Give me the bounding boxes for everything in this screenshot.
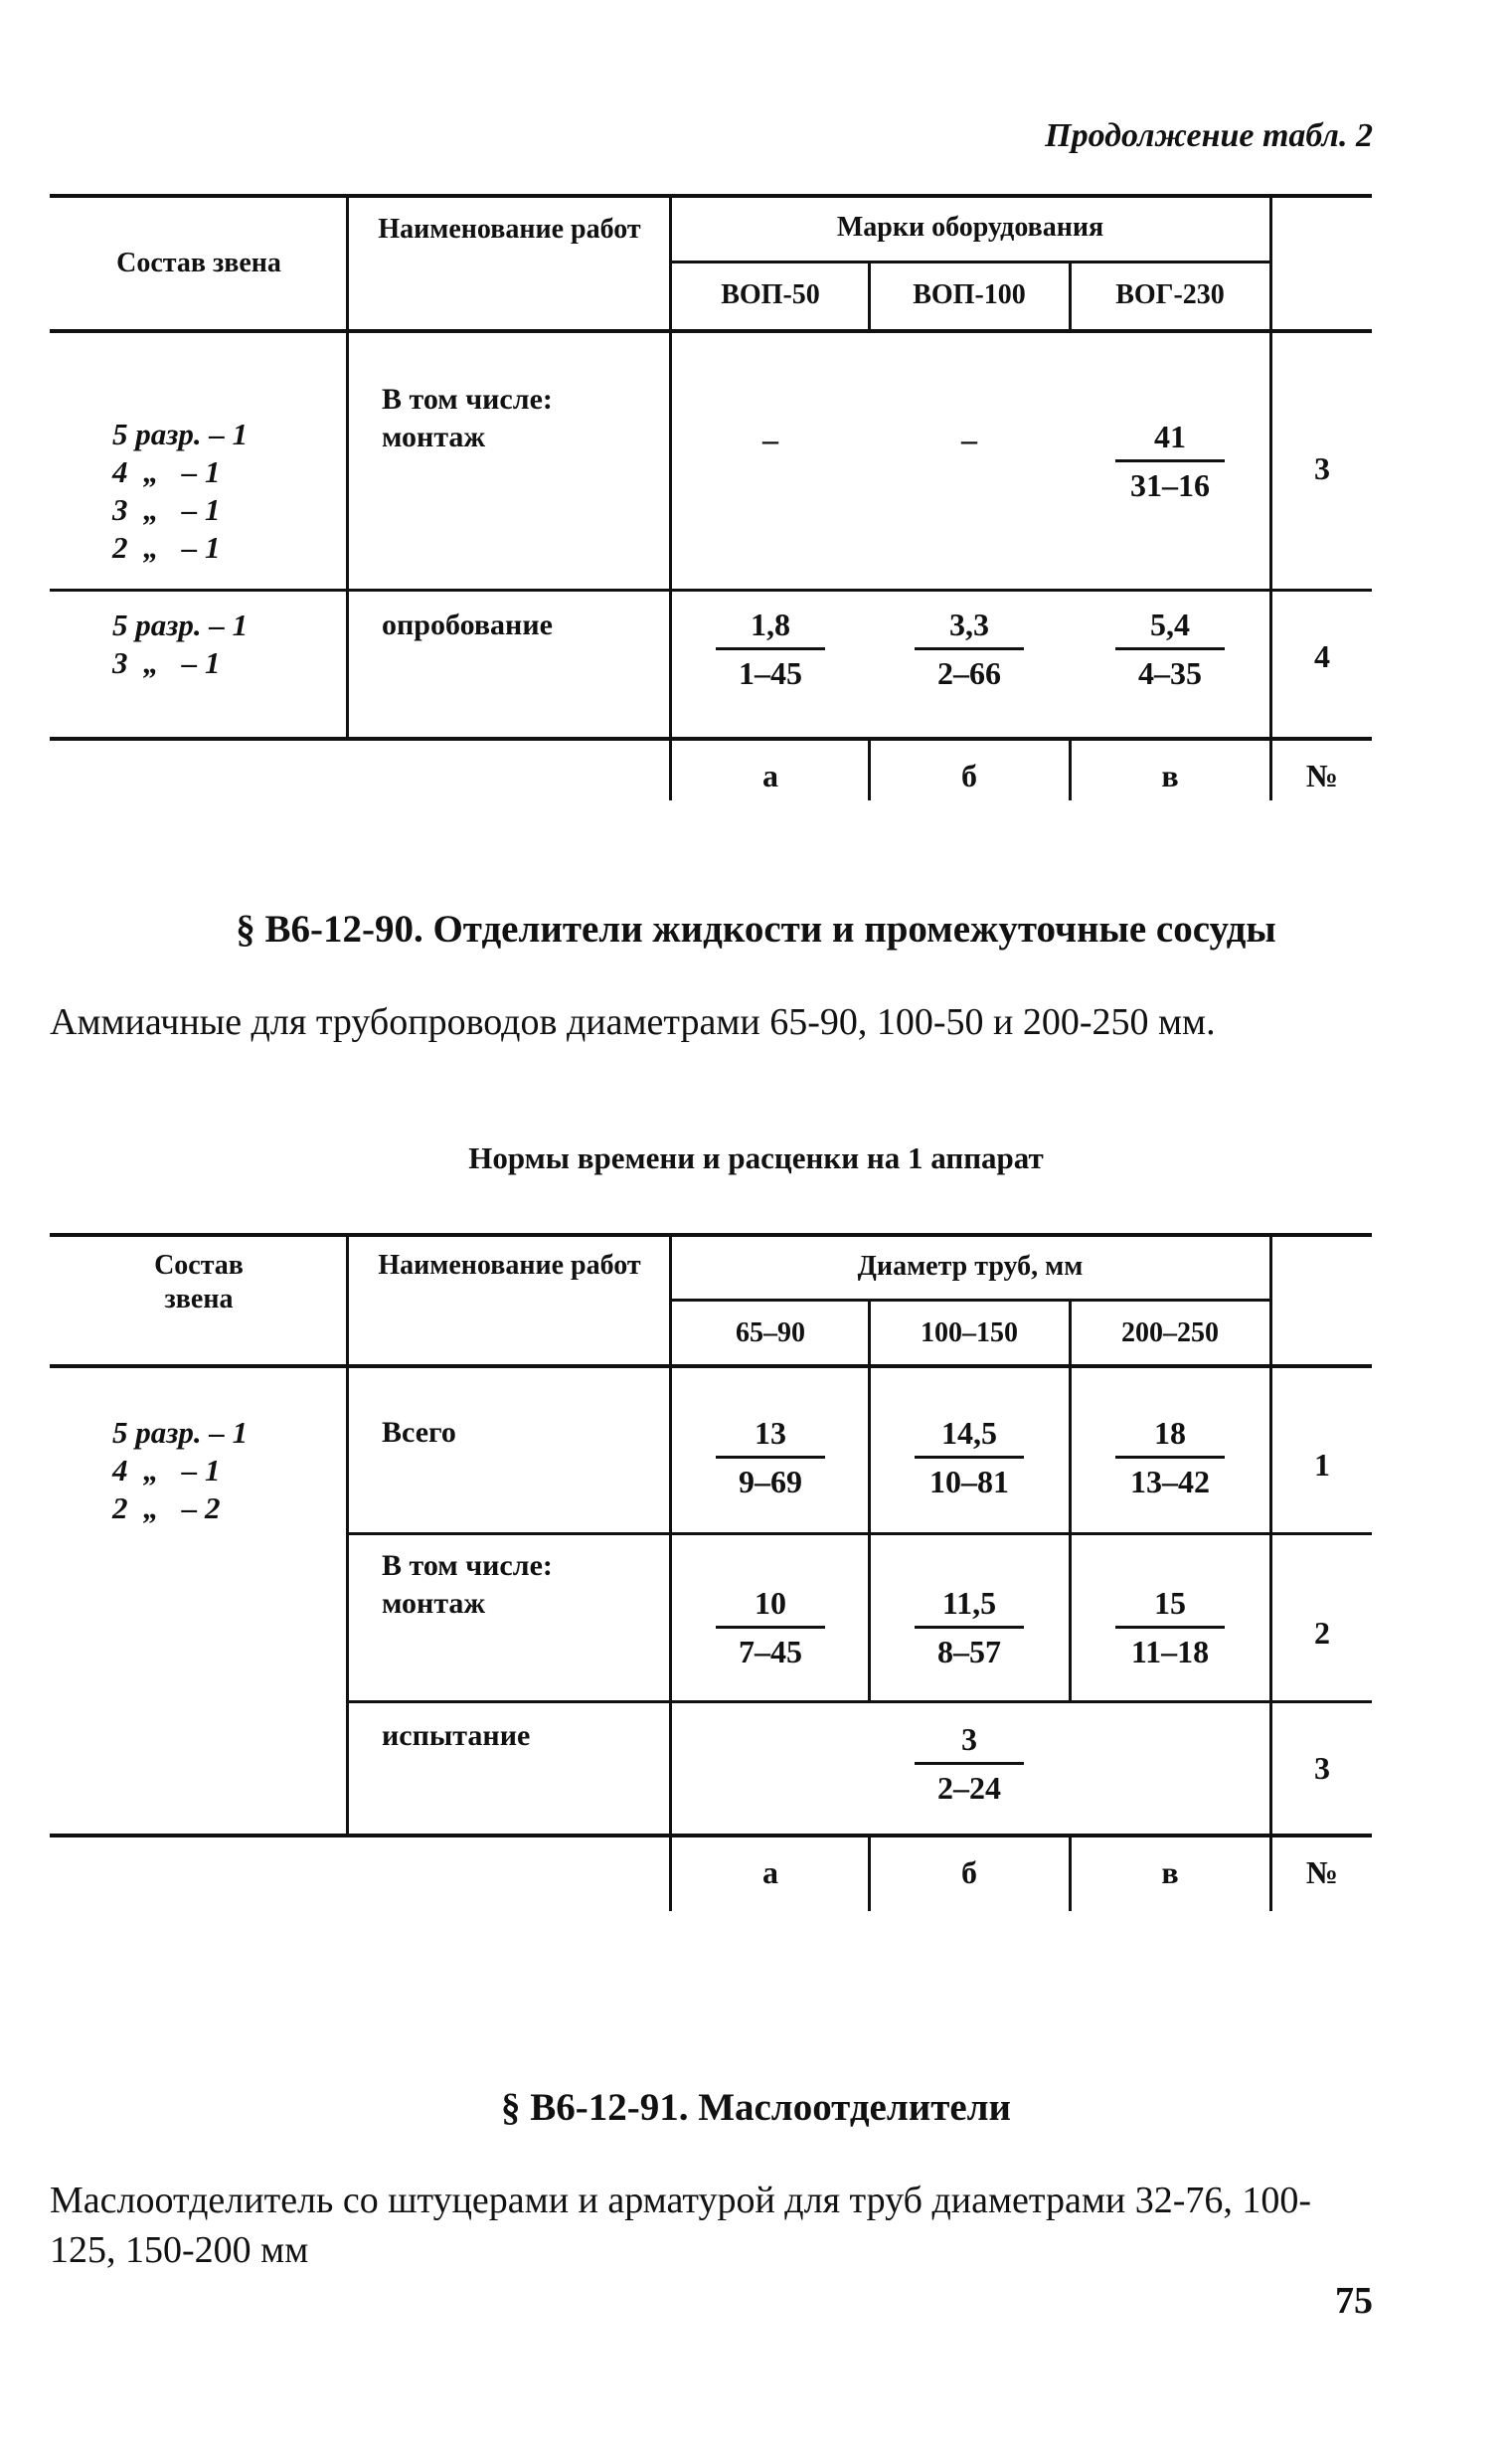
section1-description: Аммиачные для трубопроводов диаметрами 65-90, 100-50 и 200-250 мм.: [50, 1001, 1216, 1043]
table2-footer-a: а: [762, 1854, 778, 1890]
table1-footer-num: №: [1305, 758, 1339, 793]
table1-row2-c: 5,4 4–35: [1115, 604, 1225, 694]
table2-row1-a: 13 9–69: [716, 1412, 825, 1502]
table2-row2-c: 15 11–18: [1115, 1582, 1225, 1672]
table1-row1-num: 3: [1314, 450, 1330, 486]
table1-footer-c: в: [1161, 758, 1179, 793]
table1-row2-work: опробование: [382, 609, 553, 641]
table1-footer-a: а: [762, 758, 778, 793]
section-title-b6-12-91: § В6-12-91. Маслоотделители: [500, 2086, 1012, 2129]
table2-row1-work: Всего: [382, 1416, 456, 1449]
table2-col-65-90: 65–90: [736, 1317, 805, 1348]
table2-crew: 5 разр. – 1 4 „ – 1 2 „ – 2: [112, 1415, 249, 1525]
table2-footer-c: в: [1161, 1854, 1179, 1890]
table2-row3-work: испытание: [382, 1719, 531, 1752]
table1-row2-b: 3,3 2–66: [915, 604, 1024, 694]
table1-row1-crew: 5 разр. – 1 4 „ – 1 3 „ – 1 2 „ – 1: [112, 417, 249, 565]
table2-header-work: Наименование работ: [378, 1250, 641, 1281]
table1-row1-b: –: [961, 422, 977, 457]
section2-description: Маслоотделитель со штуцерами и арматурой для труб диаметрами 32-76, 100-125, 150-200 мм: [50, 2180, 1312, 2271]
table1-col-vog230: ВОГ-230: [1115, 279, 1225, 310]
table2-row2-num: 2: [1314, 1615, 1330, 1651]
table1-col-vop50: ВОП-50: [721, 279, 820, 310]
table1-row2-num: 4: [1314, 638, 1330, 674]
table2-col-200-250: 200–250: [1121, 1317, 1219, 1348]
table1-col-vop100: ВОП-100: [913, 279, 1026, 310]
table1-row2-a: 1,8 1–45: [716, 604, 825, 694]
table2-row2-a: 10 7–45: [716, 1582, 825, 1672]
table2-header-group: Диаметр труб, мм: [857, 1251, 1084, 1282]
table1-header-crew: Состав звена: [116, 248, 281, 278]
continuation-label: Продолжение табл. 2: [1045, 117, 1373, 154]
table1-header-group: Марки оборудования: [836, 212, 1104, 243]
table2-caption: Нормы времени и расценки на 1 аппарат: [468, 1140, 1044, 1175]
table1-header-work: Наименование работ: [378, 214, 641, 245]
table2-row1-num: 1: [1314, 1447, 1330, 1483]
table2-row3-merged: 3 2–24: [915, 1718, 1024, 1809]
table2-row1-c: 18 13–42: [1115, 1412, 1225, 1502]
table1-row1-work: В том числе: монтаж: [382, 383, 553, 453]
table1-row1-a: –: [762, 422, 778, 457]
section-title-b6-12-90: § В6-12-90. Отделители жидкости и промежуточные сосуды: [236, 908, 1276, 951]
table2-col-100-150: 100–150: [921, 1317, 1018, 1348]
table2-row2-work: В том числе: монтаж: [382, 1549, 553, 1620]
page-number: 75: [1335, 2280, 1373, 2322]
table1-row2-crew: 5 разр. – 1 3 „ – 1: [112, 608, 249, 680]
table2-header-crew: Состав звена: [154, 1250, 244, 1314]
table2-row3-num: 3: [1314, 1750, 1330, 1786]
table2-row1-b: 14,5 10–81: [915, 1412, 1024, 1502]
table2-footer-b: б: [961, 1854, 977, 1890]
table2-footer-num: №: [1305, 1854, 1339, 1890]
table2-row2-b: 11,5 8–57: [915, 1582, 1024, 1672]
table1-row1-c: 41 31–16: [1115, 416, 1225, 506]
table1-footer-b: б: [961, 758, 977, 793]
